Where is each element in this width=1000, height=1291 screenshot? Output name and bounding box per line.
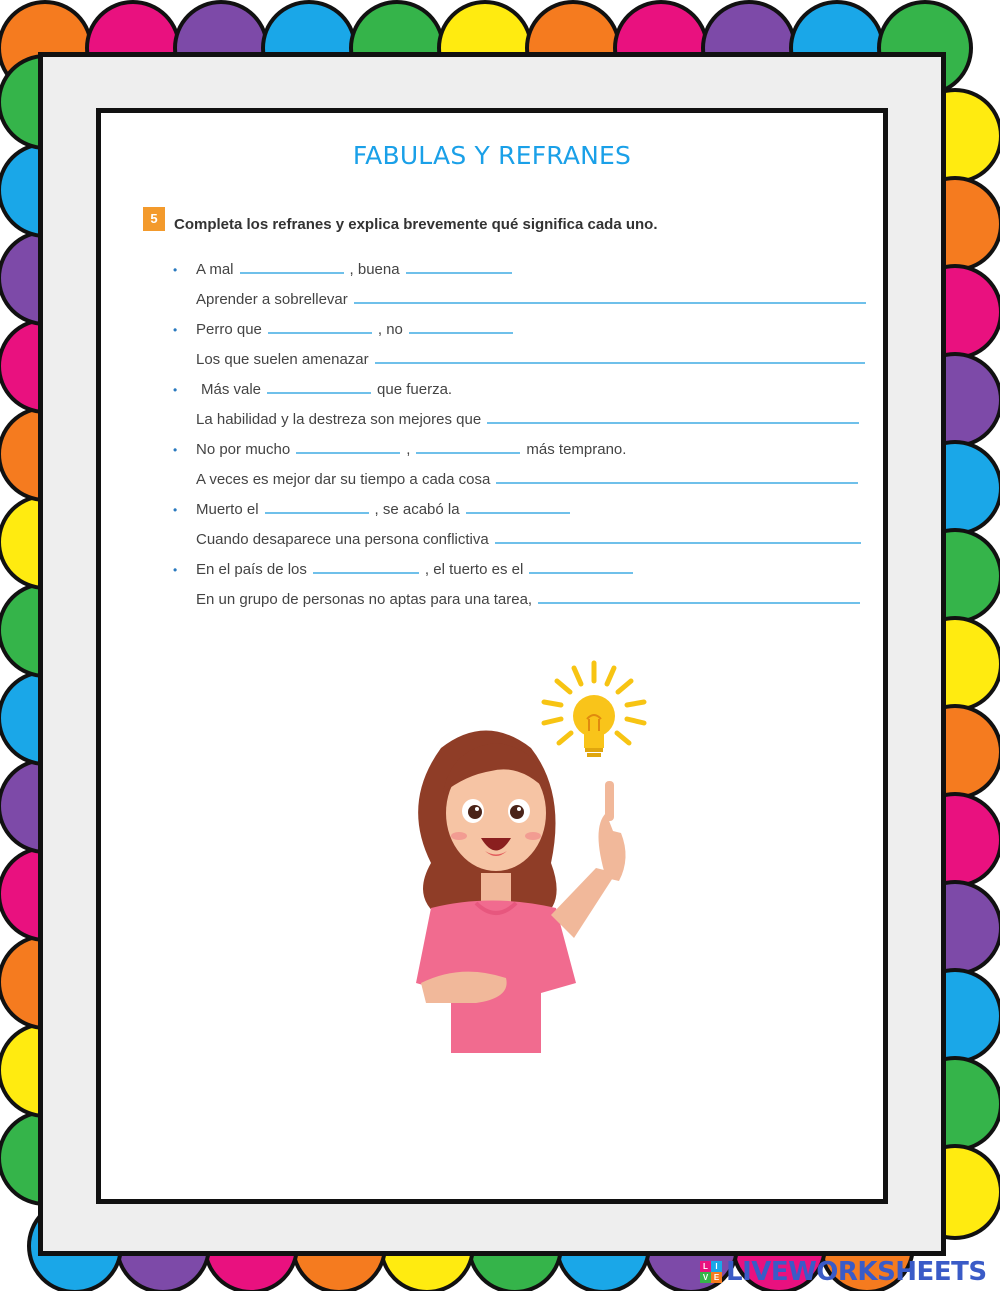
bullet-icon: •	[173, 503, 178, 517]
brand-name: LIVEWORKSHEETS	[726, 1257, 987, 1287]
brand-badge-icon: L I V E	[700, 1261, 722, 1283]
proverb-text: más temprano.	[526, 441, 627, 458]
meaning-row-6	[196, 591, 860, 608]
page-title: FABULAS Y REFRANES	[352, 141, 632, 170]
meaning-blank[interactable]	[354, 302, 866, 304]
bullet-icon: •	[173, 443, 178, 457]
exercise-number-badge: 5	[143, 207, 165, 231]
meaning-hint: Los que suelen amenazar	[196, 351, 369, 368]
meaning-row-3	[196, 411, 859, 428]
meaning-blank[interactable]	[487, 422, 859, 424]
proverb-text: Muerto el	[196, 501, 259, 518]
meaning-hint: Aprender a sobrellevar	[196, 291, 348, 308]
answer-blank[interactable]	[313, 572, 419, 574]
proverb-row-2	[196, 321, 519, 338]
proverb-row-1	[196, 261, 518, 278]
exercise-instruction: Completa los refranes y explica brevemente qué significa cada uno.	[174, 216, 658, 233]
answer-blank[interactable]	[406, 272, 512, 274]
liveworksheets-logo	[700, 1257, 987, 1287]
proverb-row-4	[196, 441, 626, 458]
bullet-icon: •	[173, 383, 178, 397]
proverb-text: , buena	[349, 261, 400, 278]
answer-blank[interactable]	[296, 452, 400, 454]
proverb-text: que fuerza.	[377, 381, 453, 398]
meaning-hint: A veces es mejor dar su tiempo a cada cosa	[196, 471, 491, 488]
answer-blank[interactable]	[466, 512, 570, 514]
answer-blank[interactable]	[265, 512, 369, 514]
bullet-icon: •	[173, 563, 178, 577]
proverb-text: No por mucho	[196, 441, 291, 458]
proverb-text: A mal	[196, 261, 234, 278]
meaning-blank[interactable]	[495, 542, 861, 544]
proverb-text: En el país de los	[196, 561, 307, 578]
meaning-hint: La habilidad y la destreza son mejores que	[196, 411, 482, 428]
meaning-row-2	[196, 351, 865, 368]
answer-blank[interactable]	[268, 332, 372, 334]
proverb-text: Más vale	[201, 381, 262, 398]
answer-blank[interactable]	[240, 272, 344, 274]
meaning-row-5	[196, 531, 861, 548]
proverb-text: Perro que	[196, 321, 262, 338]
proverb-row-6	[196, 561, 639, 578]
answer-blank[interactable]	[416, 452, 520, 454]
girl-idea-illustration	[381, 653, 681, 1058]
bullet-icon: •	[173, 263, 178, 277]
proverb-text: , se acabó la	[374, 501, 460, 518]
meaning-blank[interactable]	[496, 482, 858, 484]
proverb-text: ,	[406, 441, 411, 458]
meaning-row-4	[196, 471, 858, 488]
proverb-row-5	[196, 501, 576, 518]
proverb-text: , no	[377, 321, 403, 338]
meaning-hint: En un grupo de personas no aptas para una tarea,	[196, 591, 533, 608]
worksheet-page	[96, 108, 888, 1204]
proverb-text: , el tuerto es el	[424, 561, 524, 578]
meaning-blank[interactable]	[375, 362, 865, 364]
answer-blank[interactable]	[409, 332, 513, 334]
meaning-row-1	[196, 291, 866, 308]
answer-blank[interactable]	[267, 392, 371, 394]
meaning-hint: Cuando desaparece una persona conflictiva	[196, 531, 489, 548]
answer-blank[interactable]	[529, 572, 633, 574]
bullet-icon: •	[173, 323, 178, 337]
proverb-row-3	[201, 381, 452, 398]
meaning-blank[interactable]	[538, 602, 860, 604]
